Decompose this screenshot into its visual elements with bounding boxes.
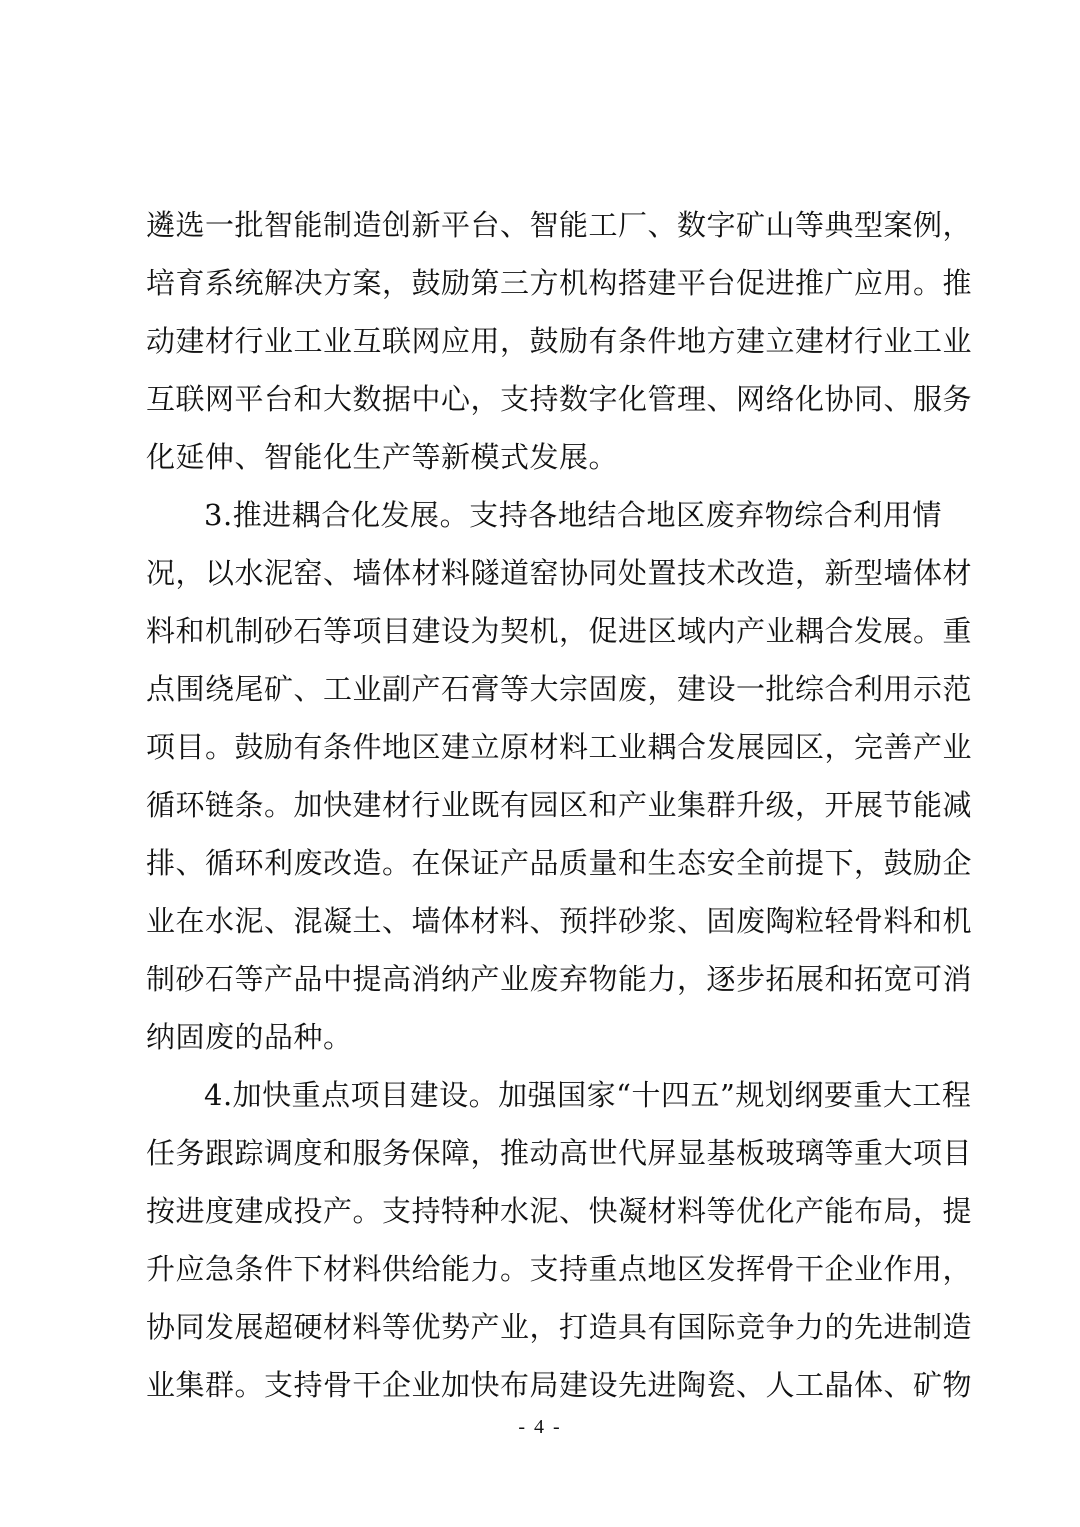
text-line: 况，以水泥窑、墙体材料隧道窑协同处置技术改造，新型墙体材 <box>146 556 973 590</box>
text-line: 升应急条件下材料供给能力。支持重点地区发挥骨干企业作用， <box>146 1252 973 1286</box>
text-line: 纳固废的品种。 <box>146 1020 353 1054</box>
section-heading-line: 4.加快重点项目建设。加强国家“十四五”规划纲要重大工程 <box>204 1078 972 1112</box>
text-line: 动建材行业工业互联网应用，鼓励有条件地方建立建材行业工业 <box>146 324 973 358</box>
text-line: 协同发展超硬材料等优势产业，打造具有国际竞争力的先进制造 <box>146 1310 973 1344</box>
text-line: 培育系统解决方案，鼓励第三方机构搭建平台促进推广应用。推 <box>146 266 973 300</box>
page-number: - 4 - <box>518 1416 562 1438</box>
text-line: 业集群。支持骨干企业加快布局建设先进陶瓷、人工晶体、矿物 <box>146 1368 973 1402</box>
text-line: 化延伸、智能化生产等新模式发展。 <box>146 440 619 474</box>
section-heading-line: 3.推进耦合化发展。支持各地结合地区废弃物综合利用情 <box>204 498 942 532</box>
text-line: 循环链条。加快建材行业既有园区和产业集群升级，开展节能减 <box>146 788 973 822</box>
text-line: 料和机制砂石等项目建设为契机，促进区域内产业耦合发展。重 <box>146 614 973 648</box>
text-line: 任务跟踪调度和服务保障，推动高世代屏显基板玻璃等重大项目 <box>146 1136 973 1170</box>
text-line: 项目。鼓励有条件地区建立原材料工业耦合发展园区，完善产业 <box>146 730 973 764</box>
body-text <box>146 196 973 1414</box>
text-line: 按进度建成投产。支持特种水泥、快凝材料等优化产能布局，提 <box>146 1194 973 1228</box>
text-line: 业在水泥、混凝土、墙体材料、预拌砂浆、固废陶粒轻骨料和机 <box>146 904 973 938</box>
text-line: 遴选一批智能制造创新平台、智能工厂、数字矿山等典型案例， <box>146 208 973 242</box>
text-line: 互联网平台和大数据中心，支持数字化管理、网络化协同、服务 <box>146 382 973 416</box>
text-line: 制砂石等产品中提高消纳产业废弃物能力，逐步拓展和拓宽可消 <box>146 962 973 996</box>
text-line: 排、循环利废改造。在保证产品质量和生态安全前提下，鼓励企 <box>146 846 973 880</box>
text-line: 点围绕尾矿、工业副产石膏等大宗固废，建设一批综合利用示范 <box>146 672 973 706</box>
